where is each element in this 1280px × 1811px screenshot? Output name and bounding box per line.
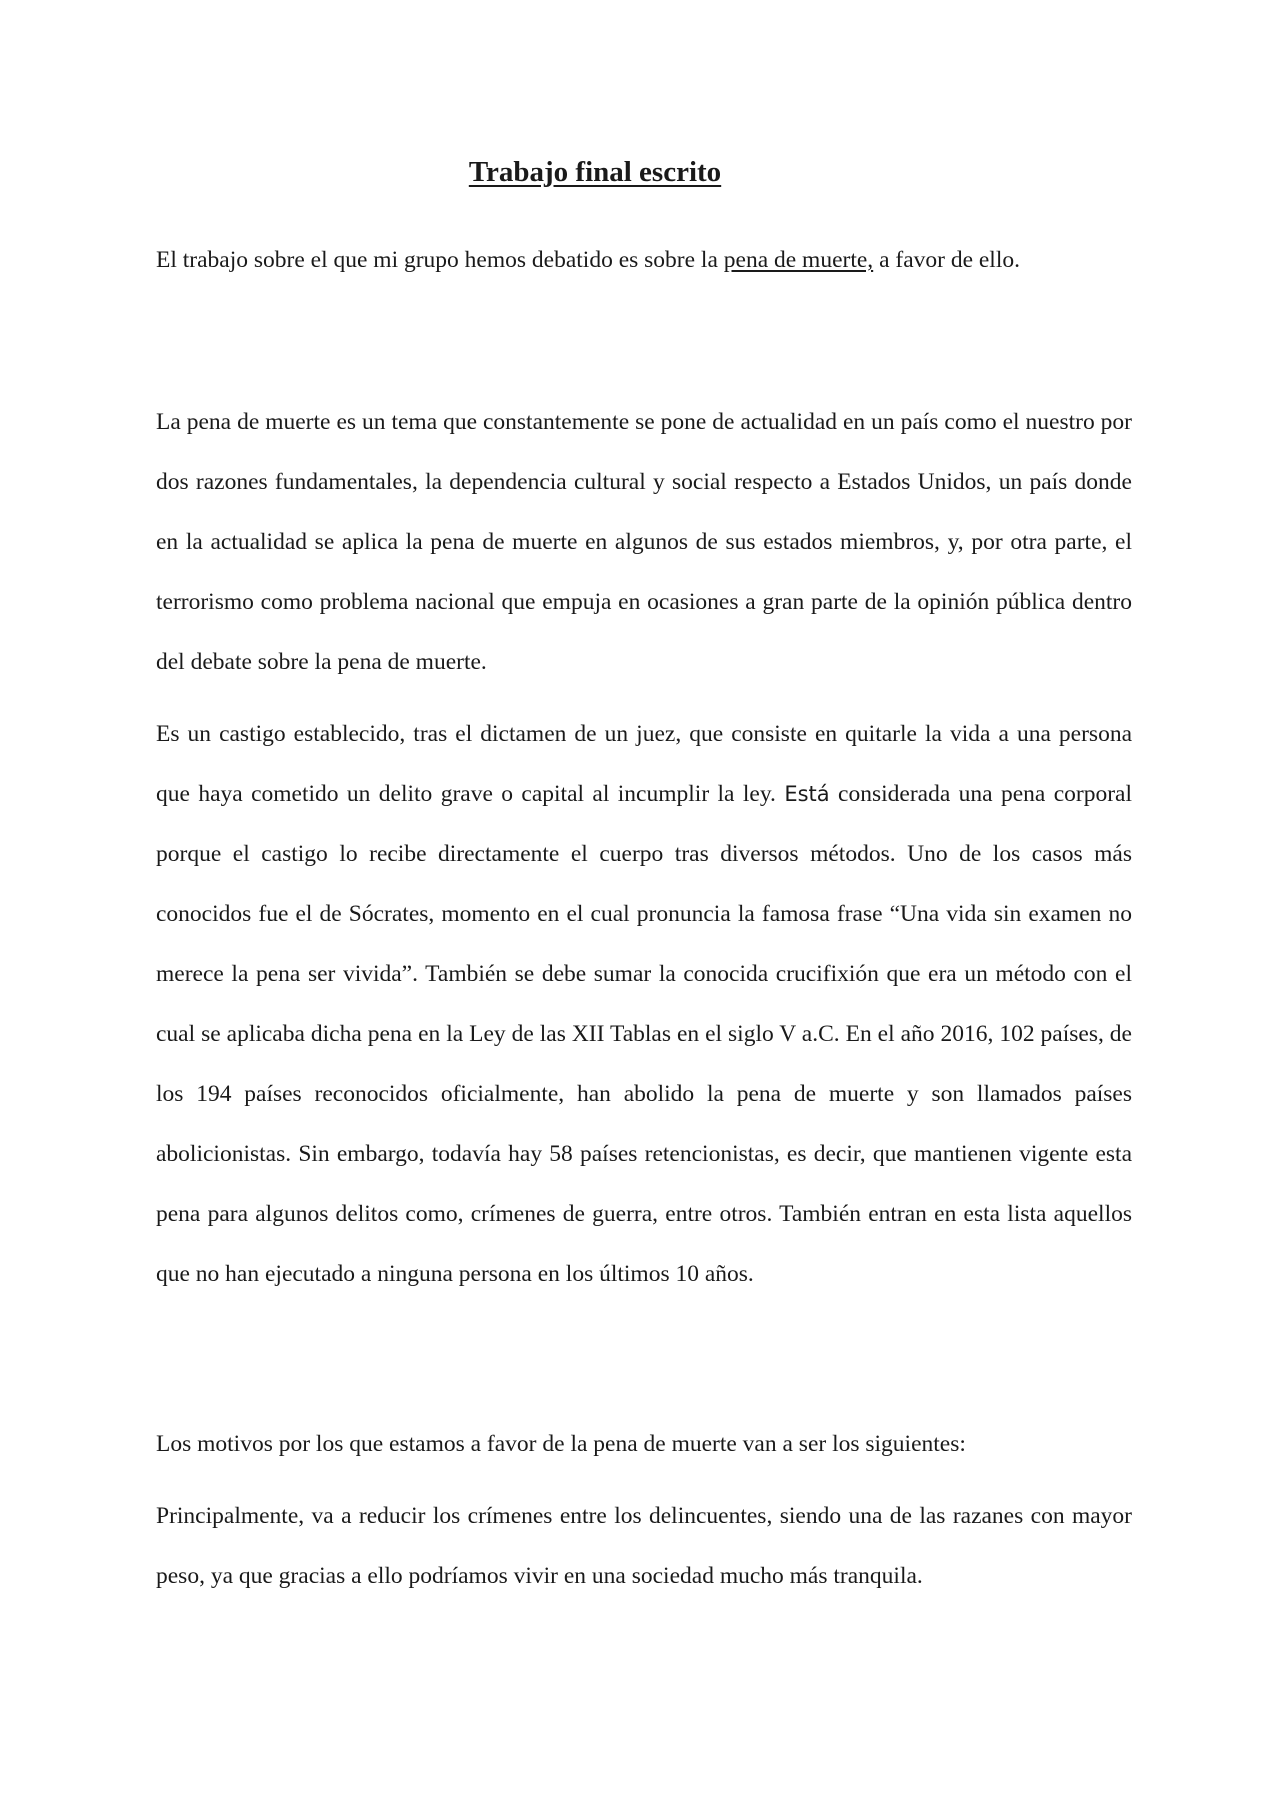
paragraph-spacer	[156, 1474, 1132, 1486]
paragraph-2-sans-word: Está	[784, 782, 830, 806]
paragraph-spacer	[156, 692, 1132, 704]
paragraph-4: Principalmente, va a reducir los crímenes entre los delincuentes, siendo una de las razanes con mayor peso, ya que gracias a ello podríamos vivir en una sociedad mucho más tranquila.	[156, 1503, 1132, 1589]
document-title: Trabajo final escrito	[468, 156, 722, 188]
paragraph-2-text-after: considerada una pena corporal porque el castigo lo recibe directamente el cuerpo tras diversos métodos. Uno de los casos más conocidos fue el de Sócrates, momento en el cual pronuncia la famosa frase “Una vida sin examen no merece la pena ser vivida”. También se debe sumar la conocida crucifixión que era un método con el cual se aplicaba dicha pena en la Ley de las XII Tablas en el siglo V a.C. En el año 2016, 102 países, de los 194 países reconocidos oficialmente, han abolido la pena de muerte y son llamados países abolicionistas. Sin embargo, todavía hay 58 países retencionistas, es decir, que mantienen vigente esta pena para algunos delitos como, crímenes de guerra, entre otros. También entran en esta lista aquellos que no han ejecutado a ninguna persona en los últimos 10 años.	[156, 781, 1132, 1287]
intro-underlined-phrase: pena de muerte,	[723, 247, 874, 273]
intro-text-before: El trabajo sobre el que mi grupo hemos debatido es sobre la	[156, 247, 724, 273]
intro-text-after: a favor de ello.	[873, 247, 1020, 273]
paragraph-2	[156, 704, 1132, 1304]
paragraph-3: Los motivos por los que estamos a favor de la pena de muerte van a ser los siguientes:	[156, 1431, 966, 1457]
paragraph-2-text-before: Es un castigo establecido, tras el dictamen de un juez, que consiste en quitarle la vida a una persona que haya cometido un delito grave o capital al incumplir la ley.	[156, 721, 1132, 807]
document-body	[156, 240, 1132, 1606]
intro-paragraph	[156, 240, 1132, 280]
paragraph-spacer	[156, 280, 1132, 392]
paragraph-1: La pena de muerte es un tema que constantemente se pone de actualidad en un país como el nuestro por dos razones fundamentales, la dependencia cultural y social respecto a Estados Unidos, un país donde en la actualidad se aplica la pena de muerte en algunos de sus estados miembros, y, por otra parte, el terrorismo como problema nacional que empuja en ocasiones a gran parte de la opinión pública dentro del debate sobre la pena de muerte.	[156, 409, 1132, 675]
paragraph-spacer	[156, 1304, 1132, 1414]
